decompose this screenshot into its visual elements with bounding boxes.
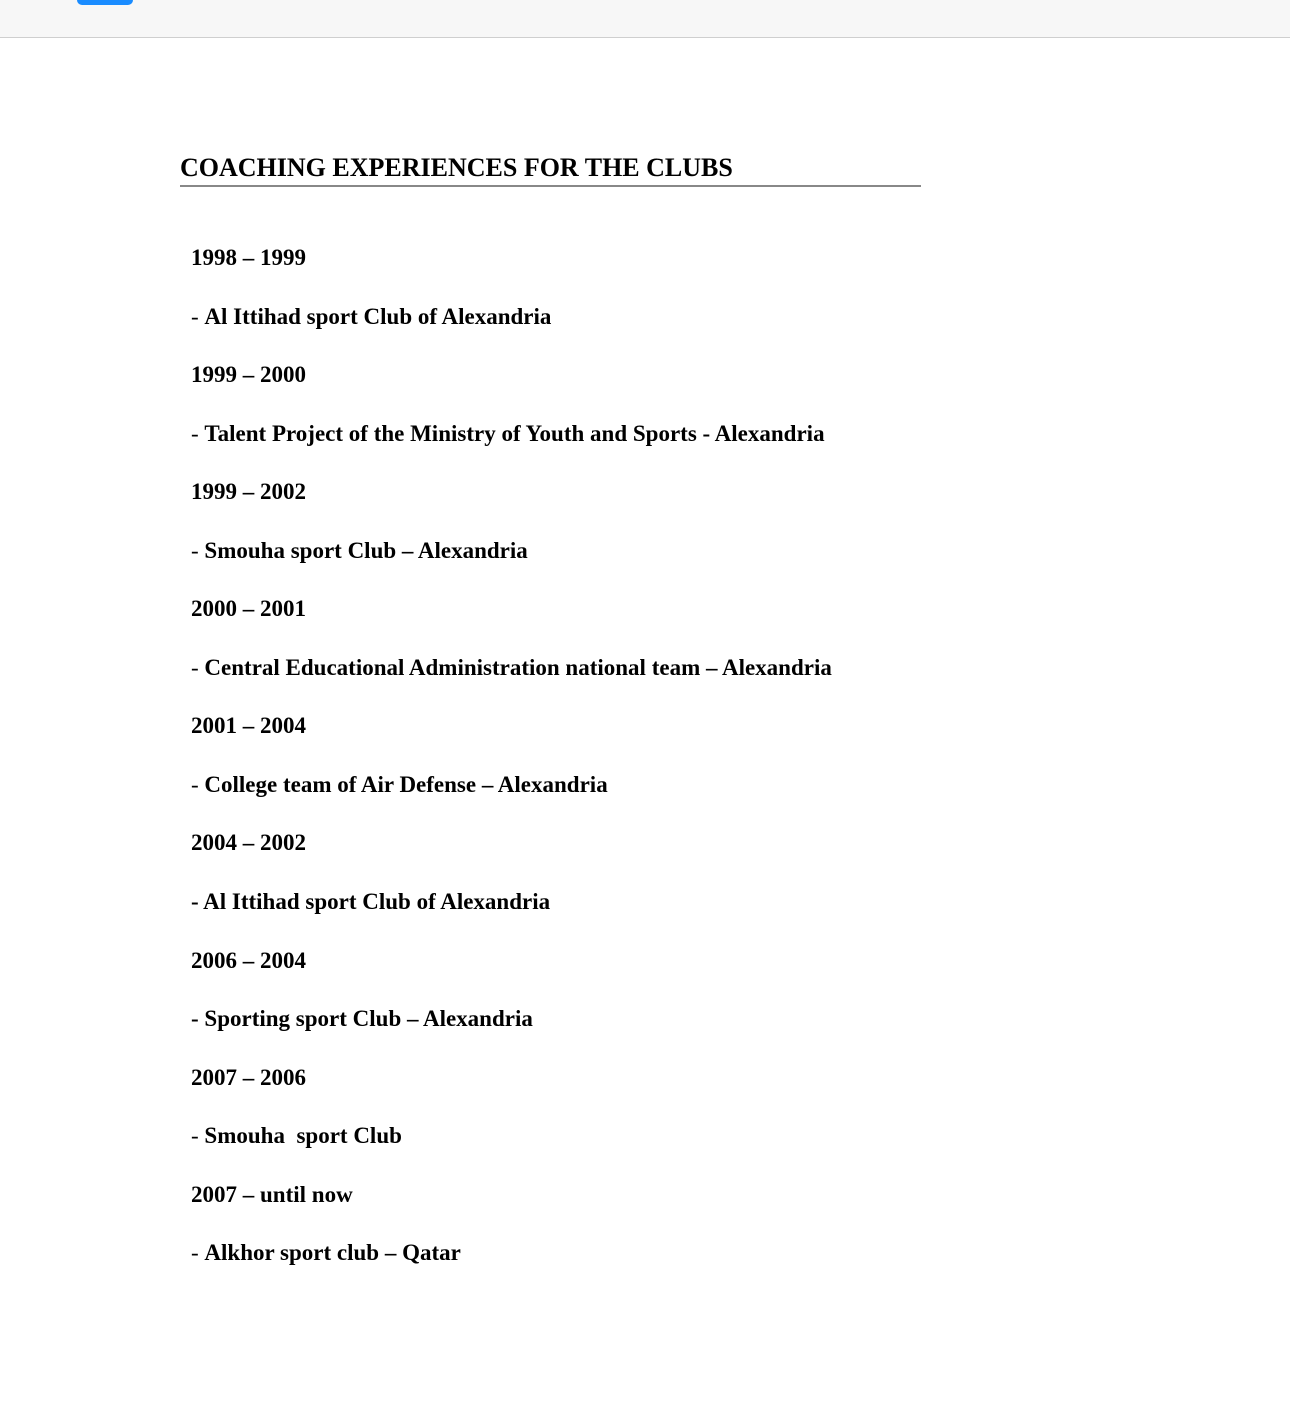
bullet-dash: - bbox=[191, 1123, 205, 1149]
period-text: 2007 – 2006 bbox=[191, 1064, 306, 1090]
bullet-dash: - bbox=[191, 889, 204, 915]
period-line bbox=[191, 825, 832, 884]
period-line bbox=[191, 591, 832, 650]
club-line bbox=[191, 533, 832, 592]
club-line bbox=[191, 650, 832, 709]
club-text: College team of Air Defense – Alexandria bbox=[204, 771, 608, 797]
experience-list bbox=[191, 240, 832, 1294]
club-text: Smouha sport Club bbox=[204, 1123, 402, 1149]
club-text: Sporting sport Club – Alexandria bbox=[204, 1006, 533, 1032]
period-line bbox=[191, 240, 832, 299]
period-text: 1999 – 2000 bbox=[191, 362, 306, 388]
club-text: Central Educational Administration national team – Alexandria bbox=[204, 654, 832, 680]
bullet-dash: - bbox=[191, 537, 205, 563]
club-line bbox=[191, 416, 832, 475]
club-text: Talent Project of the Ministry of Youth and Sports - Alexandria bbox=[204, 420, 825, 446]
bullet-dash: - bbox=[191, 654, 205, 680]
period-text: 2000 – 2001 bbox=[191, 596, 306, 622]
active-tab-indicator[interactable] bbox=[77, 0, 133, 5]
bullet-dash: - bbox=[191, 420, 205, 446]
bullet-dash: - bbox=[191, 303, 205, 329]
club-line bbox=[191, 767, 832, 826]
period-line bbox=[191, 474, 832, 533]
club-line bbox=[191, 1118, 832, 1177]
viewer-toolbar bbox=[0, 0, 1290, 38]
club-text: Alkhor sport club – Qatar bbox=[204, 1240, 461, 1266]
club-text: Al Ittihad sport Club of Alexandria bbox=[203, 889, 551, 915]
period-line bbox=[191, 708, 832, 767]
club-line bbox=[191, 884, 832, 943]
document-title: COACHING EXPERIENCES FOR THE CLUBS bbox=[180, 153, 733, 182]
bullet-dash: - bbox=[191, 771, 205, 797]
period-text: 1998 – 1999 bbox=[191, 245, 306, 270]
period-line bbox=[191, 357, 832, 416]
period-text: 2001 – 2004 bbox=[191, 713, 306, 739]
club-text: Smouha sport Club – Alexandria bbox=[204, 537, 528, 563]
club-line bbox=[191, 1235, 832, 1294]
club-line bbox=[191, 299, 832, 358]
period-line bbox=[191, 1177, 832, 1236]
period-text: 2007 – until now bbox=[191, 1181, 353, 1207]
period-text: 1999 – 2002 bbox=[191, 479, 306, 505]
period-text: 2004 – 2002 bbox=[191, 830, 306, 856]
bullet-dash: - bbox=[191, 1006, 205, 1032]
club-line bbox=[191, 1001, 832, 1060]
period-line bbox=[191, 1060, 832, 1119]
document-page bbox=[180, 150, 921, 187]
period-line bbox=[191, 943, 832, 1002]
bullet-dash: - bbox=[191, 1240, 205, 1266]
club-text: Al Ittihad sport Club of Alexandria bbox=[204, 303, 552, 329]
period-text: 2006 – 2004 bbox=[191, 947, 306, 973]
